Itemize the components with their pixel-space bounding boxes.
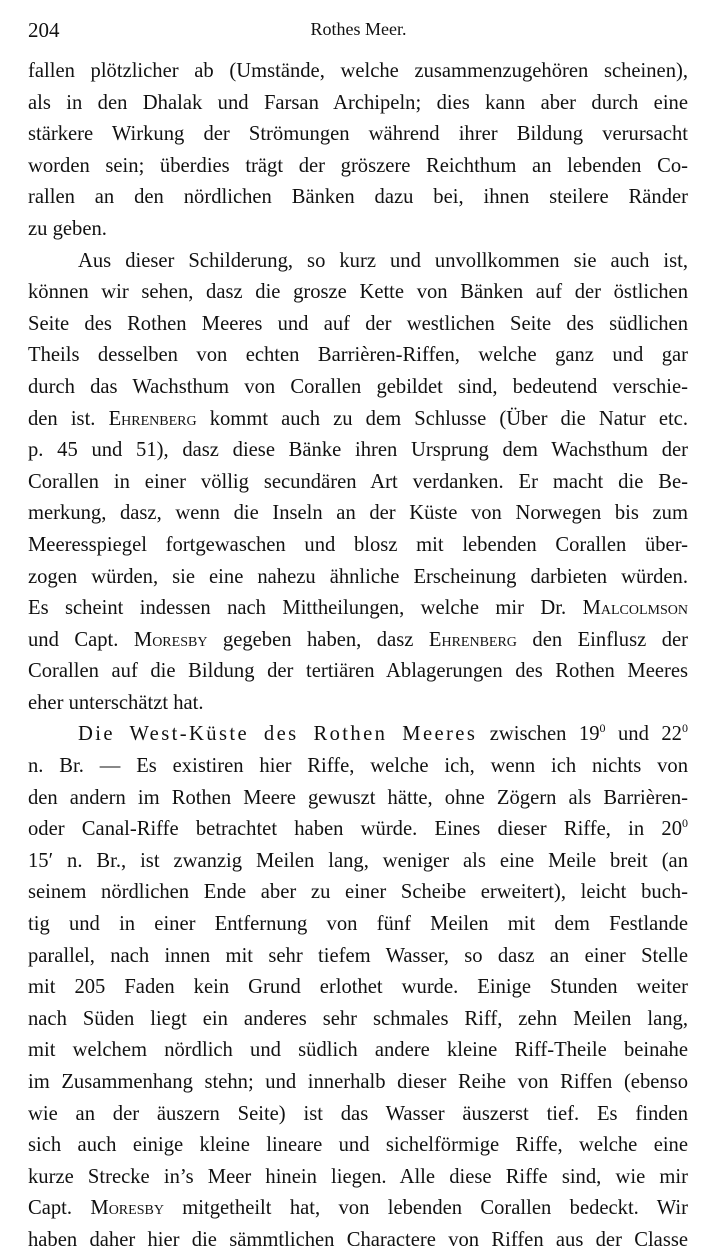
text-line: Seite des Rothen Meeres und auf der westlichen Seite des südlichen [28, 312, 688, 335]
page-header [28, 18, 689, 44]
text-line [28, 814, 688, 846]
author-name: Moresby [133, 628, 208, 651]
line-segment: den Einflusz der [532, 628, 688, 651]
line-segment: kommt auch zu dem Schlusse (Über die Natur etc. [209, 407, 688, 430]
line-segment: mitgetheilt hat, von lebenden Corallen bedeckt. Wir [182, 1197, 688, 1220]
text-line: durch das Wachsthum von Corallen gebildet sind, bedeutend verschie- [28, 375, 688, 398]
text-line: Corallen auf die Bildung der tertiären Ablagerungen des Rothen Meeres [28, 660, 688, 683]
text-line: mit 205 Faden kein Grund erlothet wurde. Einige Stunden weiter [28, 976, 688, 999]
line-segment: und Capt. [28, 628, 119, 651]
text-line: n. Br. — Es existiren hier Riffe, welche ich, wenn ich nichts von [28, 755, 688, 778]
section-heading: Die West-Küste des Rothen Meeres [78, 723, 478, 746]
degree-superscript: 0 [599, 721, 606, 736]
text-line: zu geben. [28, 217, 107, 240]
text-line: Meeresspiegel fortgewaschen und blosz mit lebenden Corallen über- [28, 533, 688, 556]
author-name: Malcolmson [582, 597, 688, 620]
text-line: 15′ n. Br., ist zwanzig Meilen lang, weniger als eine Meile breit (an [28, 849, 688, 872]
text-line: wie an der äuszern Seite) ist das Wasser äuszerst tief. Es finden [28, 1102, 688, 1125]
text-line: sich auch einige kleine lineare und sichelförmige Riffe, welche eine [28, 1134, 688, 1157]
text-line: Aus dieser Schilderung, so kurz und unvollkommen sie auch ist, [78, 249, 688, 272]
text-line: merkung, dasz, wenn die Inseln an der Küste von Norwegen bis zum [28, 502, 688, 525]
text-line: als in den Dhalak und Farsan Archipeln; dies kann aber durch eine [28, 91, 688, 114]
text-line: nach Süden liegt ein anderes sehr schmales Riff, zehn Meilen lang, [28, 1007, 688, 1030]
text-line [28, 625, 688, 657]
text-line: rallen an den nördlichen Bänken dazu bei, ihnen steilere Ränder [28, 186, 688, 209]
text-line: Corallen in einer völlig secundären Art verdanken. Er macht die Be- [28, 470, 688, 493]
text-line: kurze Strecke in’s Meer hinein liegen. Alle diese Riffe sind, wie mir [28, 1165, 688, 1188]
line-segment: Capt. [28, 1197, 73, 1220]
text-line: stärkere Wirkung der Strömungen während ihrer Bildung verursacht [28, 123, 688, 146]
author-name: Ehrenberg [428, 628, 517, 651]
text-line [28, 719, 688, 751]
text-line [28, 404, 688, 436]
author-name: Ehrenberg [108, 407, 197, 430]
running-title: Rothes Meer. [310, 19, 407, 39]
text-line: worden sein; überdies trägt der gröszere Reichthum an lebenden Co- [28, 154, 688, 177]
author-name: Moresby [90, 1197, 164, 1220]
page-number: 204 [28, 18, 60, 42]
page-body [28, 56, 688, 1257]
line-segment: zwischen 19 [489, 723, 600, 746]
paragraph-1 [28, 56, 688, 246]
text-line: können wir sehen, dasz die grosze Kette von Bänken auf der östlichen [28, 281, 688, 304]
text-line [28, 1193, 688, 1225]
text-line: parallel, nach innen mit sehr tiefem Wasser, so dasz an einer Stelle [28, 944, 688, 967]
text-line: fallen plötzlicher ab (Umstände, welche zusammenzugehören scheinen), [28, 60, 688, 82]
line-segment: oder Canal-Riffe betrachtet haben würde. Eines dieser Riffe, in 20 [28, 818, 682, 841]
line-segment: Es scheint indessen nach Mittheilungen, welche mir Dr. [28, 597, 567, 620]
paragraph-3 [28, 719, 688, 1256]
text-line: haben daher hier die sämmtlichen Charactere von Riffen aus der Classe [28, 1228, 688, 1251]
text-line: den andern im Rothen Meere gewuszt hätte, ohne Zögern als Barrièren- [28, 786, 688, 809]
text-line: zogen würden, sie eine nahezu ähnliche Erscheinung darbieten würden. [28, 565, 688, 588]
degree-superscript: 0 [682, 816, 688, 831]
text-line: tig und in einer Entfernung von fünf Meilen mit dem Festlande [28, 913, 688, 936]
text-line: mit welchem nördlich und südlich andere kleine Riff-Theile beinahe [28, 1039, 688, 1062]
degree-superscript: 0 [681, 721, 688, 736]
line-segment: und 22 [618, 723, 682, 746]
text-line: p. 45 und 51), dasz diese Bänke ihren Ursprung dem Wachsthum der [28, 439, 688, 462]
text-line: Theils desselben von echten Barrièren-Riffen, welche ganz und gar [28, 344, 688, 367]
text-line: eher unterschätzt hat. [28, 691, 204, 714]
text-line: im Zusammenhang stehn; und innerhalb dieser Reihe von Riffen (ebenso [28, 1071, 688, 1093]
text-line [28, 593, 688, 625]
line-segment: den ist. [28, 407, 96, 430]
line-segment: gegeben haben, dasz [222, 628, 414, 651]
text-line: seinem nördlichen Ende aber zu einer Scheibe erweitert), leicht buch- [28, 881, 688, 904]
paragraph-2 [28, 246, 688, 720]
